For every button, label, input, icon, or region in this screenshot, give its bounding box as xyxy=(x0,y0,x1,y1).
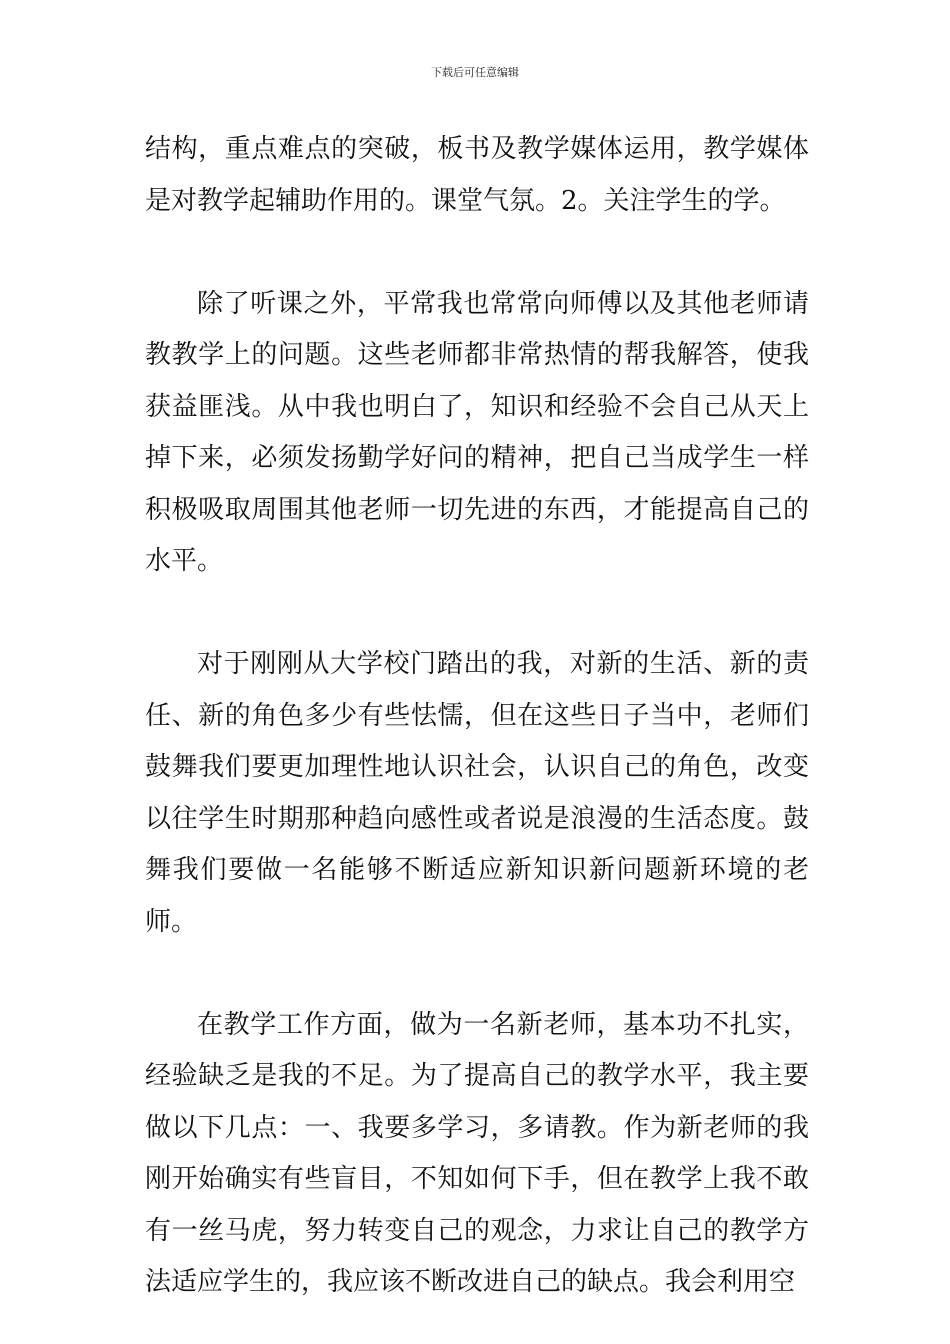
page-header: 下载后可任意编辑 xyxy=(431,66,519,79)
document-body xyxy=(145,124,809,1309)
paragraph-spacer xyxy=(145,588,809,640)
paragraph-2: 除了听课之外，平常我也常常向师傅以及其他老师请教教学上的问题。这些老师都非常热情的帮我解答，使我获益匪浅。从中我也明白了，知识和经验不会自己从天上掉下来，必须发扬勤学好问的精神，把自己当成学生一样积极吸取周围其他老师一切先进的东西，才能提高自己的水平。 xyxy=(145,288,809,576)
paragraph-4: 在教学工作方面，做为一名新老师，基本功不扎实，经验缺乏是我的不足。为了提高自己的教学水平，我主要做以下几点：一、我要多学习，多请教。作为新老师的我刚开始确实有些盲目，不知如何下手，但在教学上我不敢有一丝马虎，努力转变自己的观念，力求让自己的教学方法适应学生的，我应该不断改进自己的缺点。我会利用空 xyxy=(145,1009,809,1297)
paragraph-1: 结构，重点难点的突破，板书及教学媒体运用，教学媒体是对教学起辅助作用的。课堂气氛。2。关注学生的学。 xyxy=(145,134,809,216)
paragraph-3: 对于刚刚从大学校门踏出的我，对新的生活、新的责任、新的角色多少有些怯懦，但在这些日子当中，老师们鼓舞我们要更加理性地认识社会，认识自己的角色，改变以往学生时期那种趋向感性或者说是浪漫的生活态度。鼓舞我们要做一名能够不断适应新知识新问题新环境的老师。 xyxy=(145,649,809,937)
paragraph-spacer xyxy=(145,227,809,279)
paragraph-spacer xyxy=(145,948,809,1000)
